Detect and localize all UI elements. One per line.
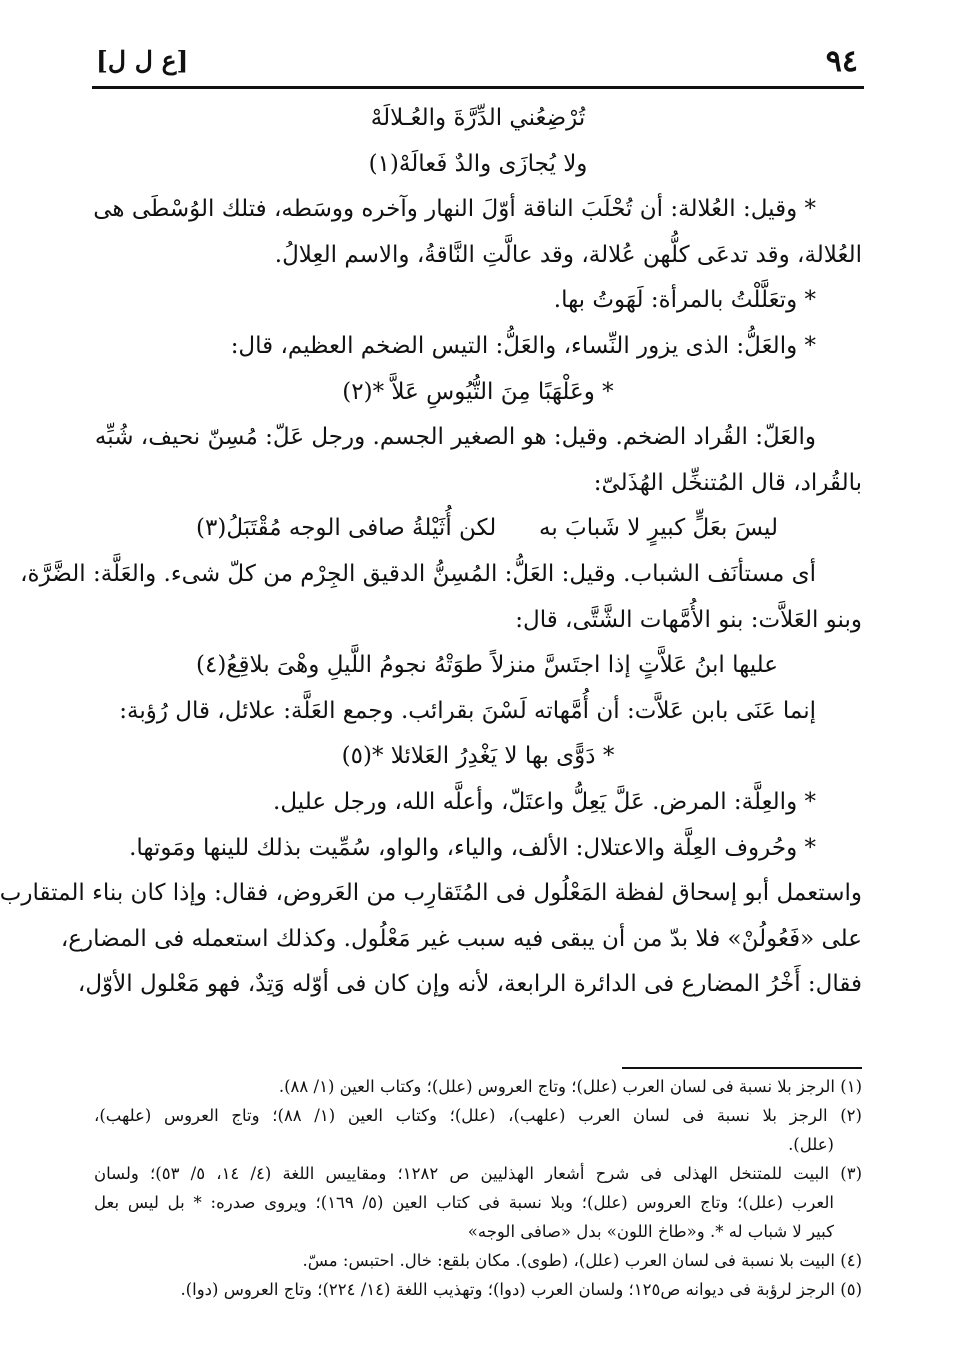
footnote-line: (٣) البيت للمتنخل الهذلى فى شرح أشعار الهذليين ص ١٢٨٢؛ ومقاييس اللغة (٤/ ١٤، ٥/ ٥٣)؛ ولسان bbox=[94, 1164, 862, 1183]
text-line: ولا يُجازَى والدٌ فَعالَهْ(١) bbox=[368, 150, 588, 177]
footnote-line: (٥) الرجز لرؤبة فى ديوانه ص١٢٥؛ ولسان العرب (دوا)؛ وتهذيب اللغة (١٤/ ٢٢٤)؛ وتاج العروس (دوا). bbox=[180, 1280, 862, 1299]
verse-second-hemistich: طوَتْهُ نجومُ اللَّيلِ وهْىَ بلاقِعُ(٤) bbox=[196, 652, 483, 679]
footnote-line: (١) الرجز بلا نسبة فى لسان العرب (علل)؛ وتاج العروس (علل)؛ وكتاب العين (١/ ٨٨). bbox=[278, 1077, 862, 1096]
footnote-line: (٤) البيت بلا نسبة فى لسان العرب (علل)، (طوى). مكان بلقع: خال. احتبس: مسّ. bbox=[302, 1251, 862, 1270]
verse-line bbox=[94, 506, 862, 552]
text-line: واستعمل أبو إسحاق لفظة المَعْلُول فى المُتَقارِب من العَروض، فقال: وإذا كان بناء المتقارب bbox=[0, 880, 862, 907]
text-line: وبنو العَلاَّت: بنو الأُمَّهات الشَّتَّى، قال: bbox=[515, 606, 862, 633]
text-line: * وحُروف العِلَّة والاعتلال: الألف، والياء، والواو، سُمِّيت بذلك للينها ومَوتها. bbox=[129, 834, 816, 861]
verse-first-hemistich: ليسَ بعَلٍّ كبيرٍ لا شَبابَ به bbox=[539, 515, 778, 542]
text-line: على «فَعُولُنْ» فلا بدّ من أن يبقى فيه سبب غير مَعْلُول. وكذلك استعمله فى المضارع، bbox=[60, 925, 862, 952]
text-line: * وتعَلَّلْتُ بالمرأة: لَهَوتُ بها. bbox=[553, 287, 816, 314]
verse-line bbox=[94, 643, 862, 689]
text-line: والعَلّ: القُراد الضخم. وقيل: هو الصغير الجسم. ورجل عَلّ: مُسِنّ نحيف، شُبِّه bbox=[94, 424, 816, 451]
running-head: [ع ل ل] bbox=[96, 46, 189, 75]
page-header bbox=[92, 40, 864, 86]
text-line: * وقيل: العُلالة: أن تُحْلَبَ الناقة أوّلَ النهار وآخره ووسَطه، فتلك الوُسْطَى هى bbox=[93, 196, 816, 223]
footnote-line: كبير لا شباب له *. و«طاخ اللون» بدل «صافى الوجه» bbox=[467, 1222, 834, 1241]
text-line: * والعَلُّ: الذى يزور النِّساء، والعَلُّ: التيس الضخم العظيم، قال: bbox=[230, 332, 816, 359]
footnote-line: (٢) الرجز بلا نسبة فى لسان العرب (علهب)، (علل)؛ وكتاب العين (١/ ٨٨)؛ وتاج العروس (علهب)، bbox=[94, 1106, 862, 1125]
text-line: * وعَلْهَبًا مِنَ التُّيُوسِ عَلاَّ *(٢) bbox=[342, 378, 614, 405]
header-rule bbox=[92, 86, 864, 89]
page-number: ٩٤ bbox=[825, 44, 858, 79]
text-line: بالقُراد، قال المُتنخِّل الهُذَلىّ: bbox=[593, 469, 862, 496]
text-line: فقال: أَخْرُ المضارع فى الدائرة الرابعة، لأنه وإن كان فى أوّله وَتِدٌ، فهو مَعْلول الأوّل، bbox=[77, 971, 862, 998]
verse-second-hemistich: لكن أُثَيْلةُ صافى الوجه مُقْتَبَلُ(٣) bbox=[196, 515, 497, 542]
footnote-line: العرب (علل)؛ وتاج العروس (علل)؛ وبلا نسبة فى كتاب العين (٥/ ١٦٩)؛ ويروى صدره: * بل ليس بعل bbox=[94, 1193, 834, 1212]
text-line: إنما عَنَى بابن عَلاَّت: أن أُمَّهاته لَسْنَ بقرائب. وجمع العَلَّة: علائل، قال رُؤبة: bbox=[119, 697, 816, 724]
text-line: العُلالة، وقد تدعَى كلُّهن عُلالة، وقد عالَّتِ النَّاقةُ، والاسم العِلالُ. bbox=[274, 241, 862, 268]
text-line: * دَوًّى بها لا يَغْدِرُ العَلائلا *(٥) bbox=[341, 743, 615, 770]
main-text bbox=[0, 96, 862, 1008]
footnote-line: (علل). bbox=[788, 1135, 834, 1154]
text-line: أى مستأنَف الشباب. وقيل: العَلُّ: المُسِنُّ الدقيق الجِرْم من كلّ شىء. والعَلَّة: الضَّرَّة، bbox=[20, 560, 816, 587]
footnote-rule bbox=[622, 1067, 862, 1069]
text-line: تُرْضِعُني الدِّرَّةَ والعُـلالَهْ bbox=[370, 105, 586, 131]
text-line: * والعِلَّة: المرض. عَلَّ يَعِلُّ واعتَلّ، وأعلَّه الله، ورجل عليل. bbox=[273, 788, 816, 815]
footnotes bbox=[94, 1072, 862, 1304]
verse-first-hemistich: عليها ابنُ عَلاَّتٍ إذا اجتَسَّ منزلاً bbox=[491, 652, 778, 679]
